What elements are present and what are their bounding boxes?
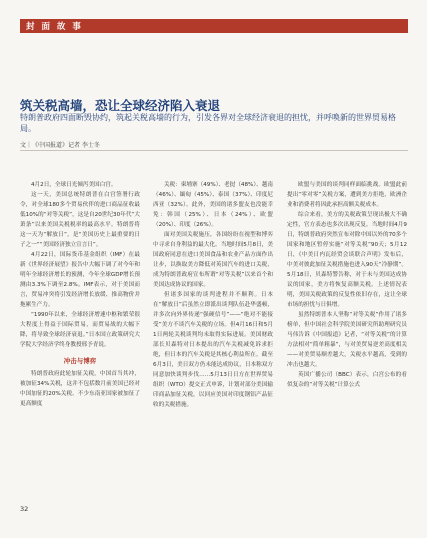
paragraph: 关税：柬埔寨（49%）、老挝（48%）、越南（46%）、缅甸（45%）、泰国（37%）、印度尼西亚（32%）。此外，美国的诸多盟友也没能幸免：韩国（25%）、日本（24%）、欧盟（20%）、印度（26%）。 (153, 182, 273, 228)
article-subtitle: 特朗普政府四面断毁协约，筑起关税高墙的行为，引发各界对全球经济衰退的担忧，并呼唤新的世界贸易格局。 (20, 113, 396, 133)
paragraph: 综合来看，美方的关税政策呈现出极大不确定性，官方表态也多次出现反复。当地时间4月9日，特朗普政府突然宣布对除中国以外的70多个国家和地区暂停实施“对等关税”90天；5月12日，《中美日内瓦经贸会谈联合声明》发布后，中美对彼此加征关税措施也进入90天“冷静期”。5月18日，贝森特警告称，对于未与美国达成协议的国家，美方将恢复高额关税。上述情况表明，美国关税政策的反复性依旧存在，这让全球市场的担忧与日俱增。 (287, 212, 407, 308)
article-headline: 筑关税高墙，恐让全球经济陷入衰退 (20, 98, 221, 113)
paragraph: 4月2日，全球日光倾泻美国白宫。 (31, 182, 117, 188)
paragraph: 特朗普政府此轮加征关税，中国首当其冲，被加征34%关税，这并不包括数月前美国已经对中国加征的20%关税。不少东南亚国家被加征了更高额度 (20, 371, 140, 407)
paragraph: 这一天，美国总统特朗普在白宫签署行政令，对全球180多个贸易伙伴的进口商品征收最低10%的“对等关税”，这是自20世纪30年代“大萧条”以来美国关税税率的最高水平。特朗普将这一天为“解放日”，是“美国历史上最重要的日子之一”“美国经济独立宣言日”。 (20, 192, 140, 248)
paragraph: 欧盟与美国的谈判同样面临挑战。欧盟此前提出“零对零”关税方案，遭到美方拒绝，欧洲企业和消费者将因此承担高额关税成本。 (287, 182, 407, 208)
paragraph: 面对美国关税施压，各国纷纷在视型和博弈中寻求自身利益的最大化。当地时间5月8日，美国政府同意在进口美国食品和农业产品方面作出让步，以换取美方降低对英国汽车的进口关税，成为特朗普政府宣布所谓“对等关税”以来首个和美国达成协议的国家。 (153, 232, 273, 288)
paragraph: 但诸多国家的谈判进程并不顺利。日本在“解放日”后虽然立即派出谈判队伍赴华盛顿，并多次向外界传递“强硬信号”——“绝对不能接受”美方不谈汽车关税的立场。但4月16日和5月1日两轮关税谈判均未取得实际进展。美国财政部长贝森特对日本提出的汽车关税减免诉求拒绝，但日本的汽车关税是其核心利益所在。截至6月3日，美日双方仍未能达成协议，日本称双方同意加快谈判步伐……5月13日日方在世界贸易组织（WTO）提交正式申诉，计划对部分美国输印商品加征关税，以回应美国对印度钢铝产品征收的关税措施。 (153, 292, 273, 408)
divider (20, 150, 408, 151)
article-byline: 文｜《中国报道》记者 李士冬 (20, 142, 100, 149)
paragraph: 虽然特朗普本人坚称“对等关税”作用了诸多榜单，但中国社会科学院美国研究所助理研究员马伟告诉《中国报道》记者，“对等关税”的计算方法相对“简单粗暴”，与对美贸易逆差高度相关——对美贸易顺差越大，关税水平越高，受到的冲击也越大。 (287, 312, 407, 368)
page-number: 32 (20, 505, 29, 513)
paragraph: “1990年以来，全球经济增速中枢和繁荣很大程度上得益于国际贸易，而贸易战的大幅下降，将导致全球经济衰退。”日本国立政策研究大学院大学经济学终身教授邢予青说。 (20, 312, 140, 348)
paragraph: 英国广播公司（BBC）表示，白宫公布的看似复杂的“对等关税”计算公式 (287, 372, 407, 388)
section-header-bar (20, 19, 408, 33)
section-label: 封 面 故 事 (26, 22, 83, 32)
text-column-2 (153, 180, 273, 410)
paragraph: 4月22日，国际货币基金组织（IMF）在最新《世界经济展望》报告中大幅下调了对今年和明年全球经济增长的预测，今年全球GDP增长预测由3.3%下调至2.8%。IMF表示，对于美国而言，贸易冲突将引发经济增长放缓、推高物价并拖累生产力。 (20, 252, 140, 308)
text-column-1 (20, 180, 140, 409)
text-column-3 (287, 180, 407, 390)
section-subheading: 冲击与博弈 (63, 357, 97, 365)
